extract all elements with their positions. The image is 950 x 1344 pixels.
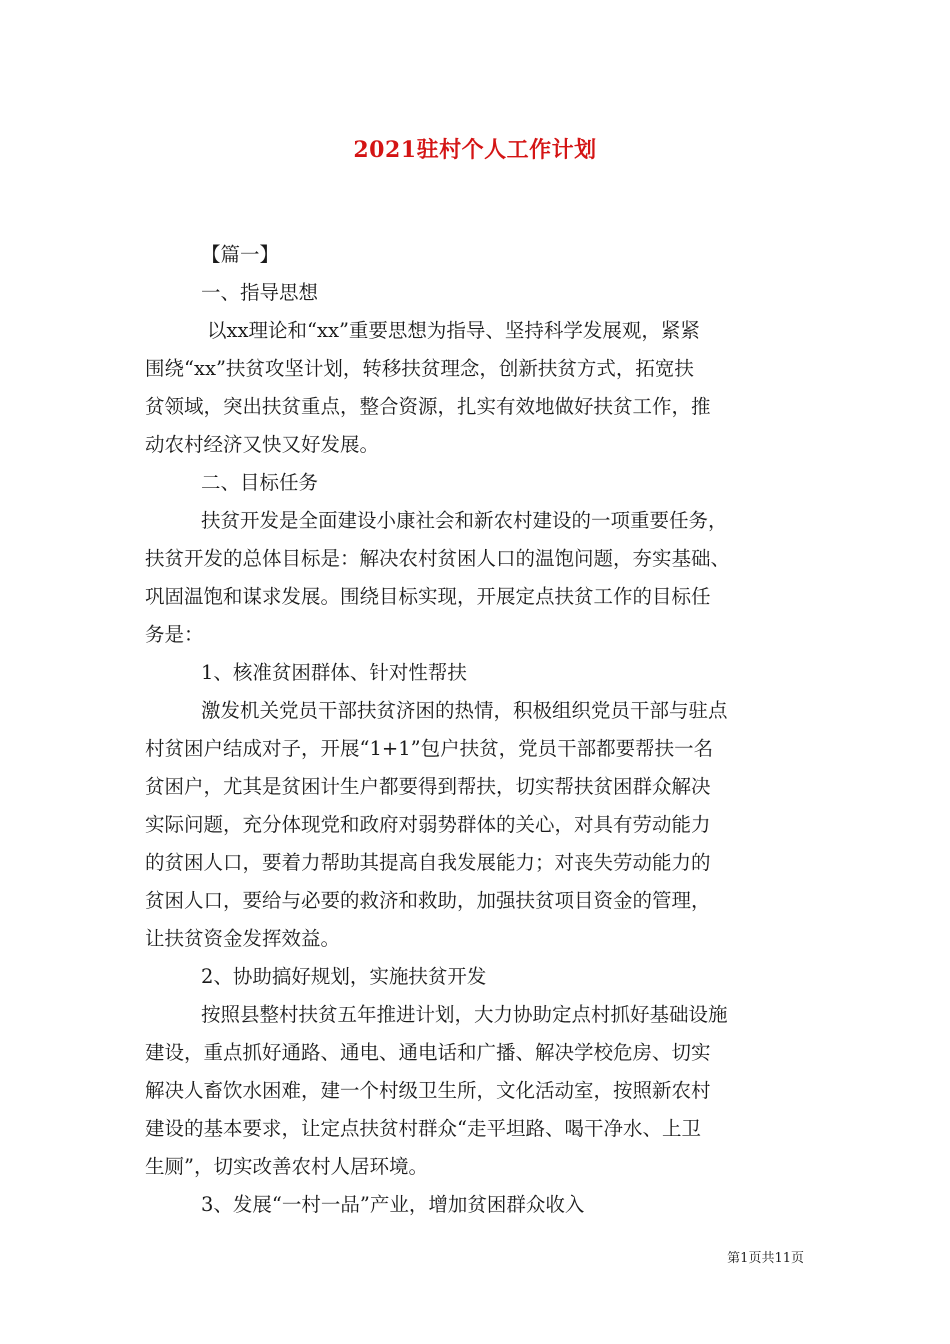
heading-goals: 二、目标任务: [201, 471, 319, 494]
body-line: 以xx理论和“xx”重要思想为指导、坚持科学发展观，紧紧: [207, 319, 700, 342]
body-line: 务是：: [145, 623, 204, 646]
subheading-2: 2、协助搞好规划，实施扶贫开发: [201, 965, 487, 988]
page-number: 第1页共11页: [727, 1251, 804, 1266]
body-line: 扶贫开发的总体目标是：解决农村贫困人口的温饱问题，夯实基础、: [145, 547, 731, 570]
body-line: 动农村经济又快又好发展。: [145, 433, 380, 456]
page-title: 2021驻村个人工作计划: [353, 137, 597, 163]
body-line: 实际问题，充分体现党和政府对弱势群体的关心，对具有劳动能力: [145, 813, 711, 836]
body-line: 扶贫开发是全面建设小康社会和新农村建设的一项重要任务，: [201, 509, 728, 532]
body-line: 生厕”，切实改善农村人居环境。: [145, 1155, 428, 1178]
body-line: 建设的基本要求，让定点扶贫村群众“走平坦路、喝干净水、上卫: [145, 1117, 701, 1140]
body-line: 解决人畜饮水困难，建一个村级卫生所，文化活动室，按照新农村: [145, 1079, 711, 1102]
body-line: 按照县整村扶贫五年推进计划，大力协助定点村抓好基础设施: [201, 1003, 728, 1026]
body-line: 的贫困人口，要着力帮助其提高自我发展能力；对丧失劳动能力的: [145, 851, 711, 874]
body-line: 贫困户，尤其是贫困计生户都要得到帮扶，切实帮扶贫困群众解决: [145, 775, 711, 798]
body-line: 激发机关党员干部扶贫济困的热情，积极组织党员干部与驻点: [201, 699, 728, 722]
body-line: 让扶贫资金发挥效益。: [145, 927, 341, 950]
section-marker: 【篇一】: [201, 243, 280, 266]
body-line: 围绕“xx”扶贫攻坚计划，转移扶贫理念，创新扶贫方式，拓宽扶: [145, 357, 694, 380]
document-body: [145, 236, 810, 1224]
body-line: 村贫困户结成对子，开展“1+1”包户扶贫，党员干部都要帮扶一名: [145, 737, 714, 760]
body-line: 建设，重点抓好通路、通电、通电话和广播、解决学校危房、切实: [145, 1041, 711, 1064]
subheading-3: 3、发展“一村一品”产业，增加贫困群众收入: [201, 1193, 585, 1216]
body-line: 巩固温饱和谋求发展。围绕目标实现，开展定点扶贫工作的目标任: [145, 585, 711, 608]
subheading-1: 1、核准贫困群体、针对性帮扶: [201, 661, 467, 684]
body-line: 贫困人口，要给与必要的救济和救助，加强扶贫项目资金的管理，: [145, 889, 711, 912]
body-line: 贫领域，突出扶贫重点，整合资源，扎实有效地做好扶贫工作，推: [145, 395, 711, 418]
heading-guiding-thought: 一、指导思想: [201, 281, 319, 304]
